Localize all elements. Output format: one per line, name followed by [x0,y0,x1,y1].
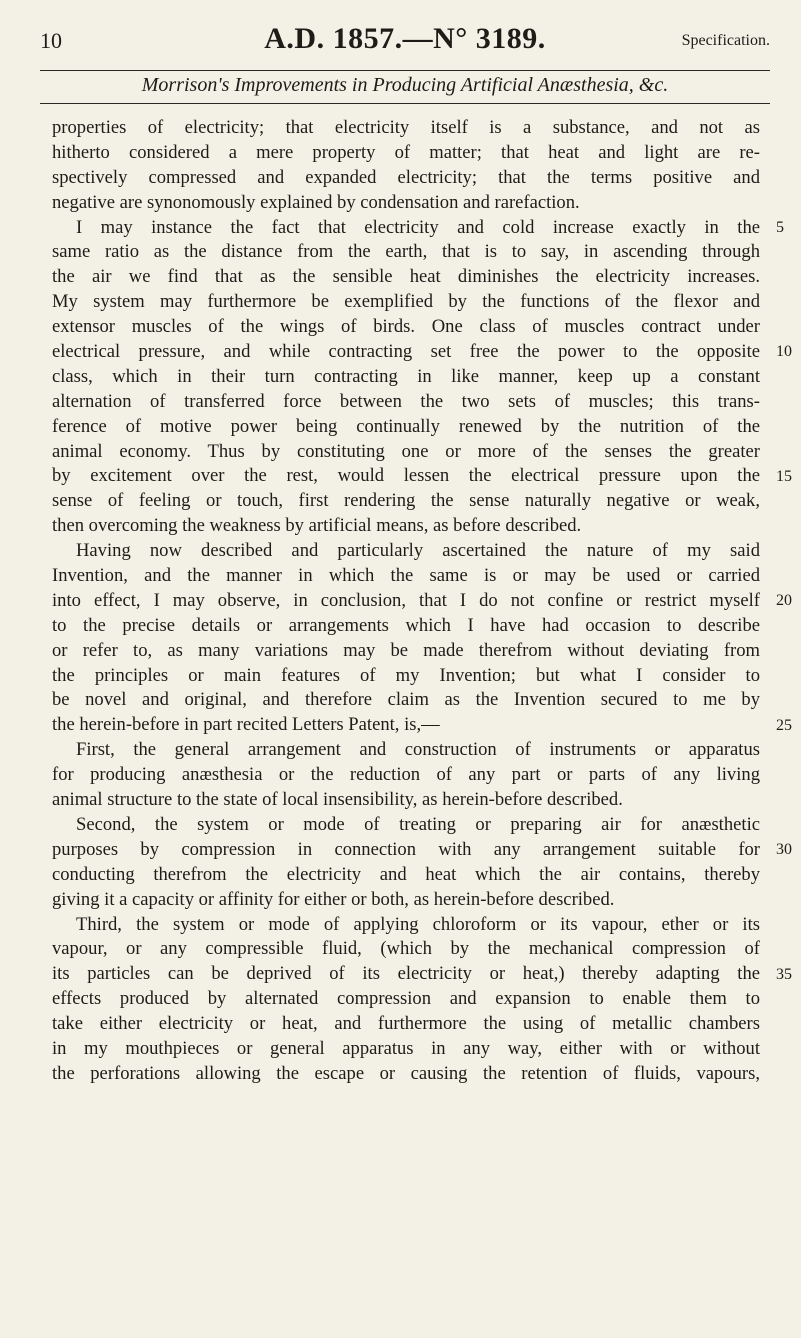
text-line: giving it a capacity or affinity for either or both, as herein-before described. [52,888,615,910]
text-line: take either electricity or heat, and furthermore the using of metallic chambers [52,1013,760,1035]
text-line: its particles can be deprived of its electricity or heat,) thereby adapting the [52,963,760,985]
text-line: or refer to, as many variations may be made therefrom without deviating from [52,639,760,661]
patent-id: A.D. 1857.—N° 3189. [264,22,546,55]
text-line: alternation of transferred force between the two sets of muscles; this trans- [52,390,760,412]
text-line: the principles or main features of my Invention; but what I consider to [52,664,760,686]
text-line: to the precise details or arrangements which I have had occasion to describe [52,614,760,636]
line-number: 35 [776,965,792,983]
text-line: the air we find that as the sensible heat diminishes the electricity increases. [52,266,760,288]
document-title: Morrison's Improvements in Producing Artificial Anæsthesia, &c. [141,74,669,96]
text-line: Third, the system or mode of applying chloroform or its vapour, ether or its [76,913,760,935]
text-line: negative are synonomously explained by condensation and rarefaction. [52,191,580,213]
text-line: extensor muscles of the wings of birds. One class of muscles contract under [52,316,760,338]
line-number: 5 [776,218,784,236]
text-line: animal structure to the state of local insensibility, as herein-before described. [52,789,623,811]
line-number: 10 [776,343,792,361]
text-line: animal economy. Thus by constituting one or more of the senses the greater [52,440,760,462]
text-line: My system may furthermore be exemplified by the functions of the flexor and [52,291,760,313]
line-number: 20 [776,592,792,610]
section-label: Specification. [681,32,770,49]
text-line: purposes by compression in connection with any arrangement suitable for [52,838,760,860]
text-line: for producing anæsthesia or the reduction of any part or parts of any living [52,764,760,786]
text-line: the herein-before in part recited Letters Patent, is,— [52,714,440,736]
text-line: properties of electricity; that electricity itself is a substance, and not as [52,117,760,138]
body-text [52,116,760,1087]
text-line: conducting therefrom the electricity and heat which the air contains, thereby [52,863,760,885]
text-line: Invention, and the manner in which the same is or may be used or carried [52,565,760,587]
text-line: into effect, I may observe, in conclusion, that I do not confine or restrict myself [52,589,760,611]
line-number: 30 [776,841,792,859]
text-line: by excitement over the rest, would lessen the electrical pressure upon the [52,465,760,487]
text-line: electrical pressure, and while contracting set free the power to the opposite [52,341,760,363]
text-line: First, the general arrangement and construction of instruments or apparatus [76,739,760,761]
page-header [40,22,770,62]
text-line: the perforations allowing the escape or causing the retention of fluids, vapours, [52,1062,760,1084]
text-line: same ratio as the distance from the earth, that is to say, in ascending through [52,241,760,263]
text-line: then overcoming the weakness by artificial means, as before described. [52,515,582,537]
text-line: in my mouthpieces or general apparatus in any way, either with or without [52,1037,760,1059]
text-line: effects produced by alternated compression and expansion to enable them to [52,988,760,1010]
text-line: ference of motive power being continually renewed by the nutrition of the [52,415,760,437]
text-line: class, which in their turn contracting in like manner, keep up a constant [52,365,760,387]
text-line: Having now described and particularly ascertained the nature of my said [76,540,760,562]
line-number: 15 [776,467,792,485]
text-line: spectively compressed and expanded electricity; that the terms positive and [52,166,760,188]
text-line: Second, the system or mode of treating or preparing air for anæsthetic [76,813,760,835]
text-line: be novel and original, and therefore claim as the Invention secured to me by [52,689,760,711]
line-number: 25 [776,716,792,734]
text-line: hitherto considered a mere property of matter; that heat and light are re- [52,141,760,163]
page-number: 10 [40,28,62,53]
text-line: vapour, or any compressible fluid, (which by the mechanical compression of [52,938,760,960]
text-line: I may instance the fact that electricity and cold increase exactly in the [76,216,760,238]
text-line: sense of feeling or touch, first rendering the sense naturally negative or weak, [52,490,760,512]
header-rule-bottom [40,103,770,104]
header-rule-top [40,70,770,71]
